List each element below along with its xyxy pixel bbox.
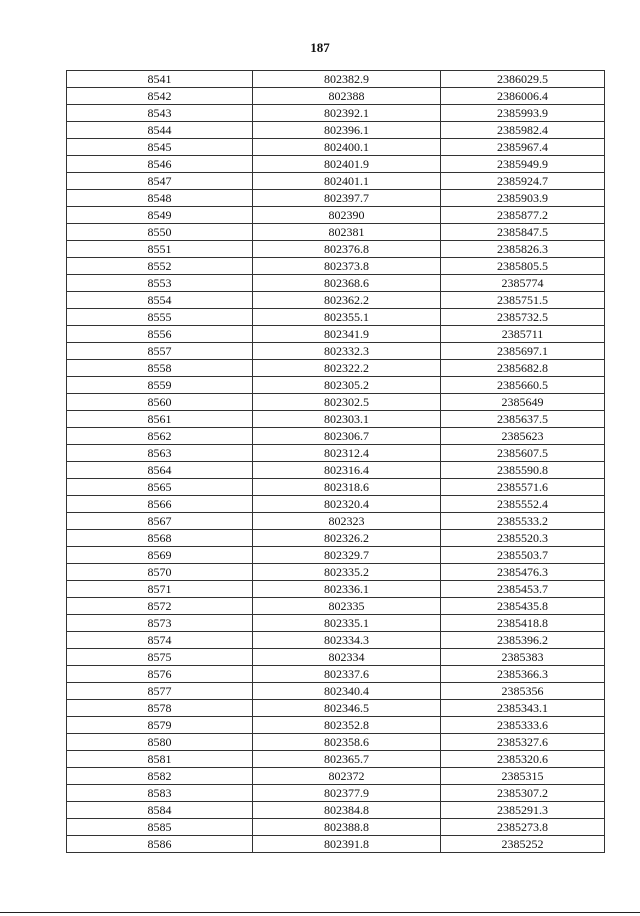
point-id-cell: 8566 [67, 496, 253, 513]
y-coordinate-cell: 2385805.5 [441, 258, 605, 275]
x-coordinate-cell: 802368.6 [253, 275, 441, 292]
point-id-cell: 8562 [67, 428, 253, 445]
x-coordinate-cell: 802400.1 [253, 139, 441, 156]
table-row [67, 649, 605, 666]
page-bottom-edge [0, 912, 640, 913]
y-coordinate-cell: 2385607.5 [441, 445, 605, 462]
table-row [67, 581, 605, 598]
x-coordinate-cell: 802334 [253, 649, 441, 666]
point-id-cell: 8584 [67, 802, 253, 819]
x-coordinate-cell: 802384.8 [253, 802, 441, 819]
table-row [67, 360, 605, 377]
point-id-cell: 8580 [67, 734, 253, 751]
table-row [67, 819, 605, 836]
table-row [67, 343, 605, 360]
point-id-cell: 8564 [67, 462, 253, 479]
y-coordinate-cell: 2385366.3 [441, 666, 605, 683]
table-row [67, 139, 605, 156]
table-row [67, 802, 605, 819]
x-coordinate-cell: 802365.7 [253, 751, 441, 768]
y-coordinate-cell: 2385333.6 [441, 717, 605, 734]
table-row [67, 377, 605, 394]
y-coordinate-cell: 2386006.4 [441, 88, 605, 105]
point-id-cell: 8573 [67, 615, 253, 632]
coordinates-table-body [67, 71, 605, 853]
y-coordinate-cell: 2385435.8 [441, 598, 605, 615]
table-row [67, 717, 605, 734]
y-coordinate-cell: 2385476.3 [441, 564, 605, 581]
x-coordinate-cell: 802382.9 [253, 71, 441, 88]
y-coordinate-cell: 2385637.5 [441, 411, 605, 428]
table-row [67, 275, 605, 292]
point-id-cell: 8581 [67, 751, 253, 768]
point-id-cell: 8549 [67, 207, 253, 224]
table-row [67, 292, 605, 309]
point-id-cell: 8554 [67, 292, 253, 309]
x-coordinate-cell: 802305.2 [253, 377, 441, 394]
y-coordinate-cell: 2385751.5 [441, 292, 605, 309]
x-coordinate-cell: 802334.3 [253, 632, 441, 649]
table-row [67, 496, 605, 513]
point-id-cell: 8569 [67, 547, 253, 564]
table-row [67, 122, 605, 139]
point-id-cell: 8547 [67, 173, 253, 190]
point-id-cell: 8557 [67, 343, 253, 360]
y-coordinate-cell: 2385273.8 [441, 819, 605, 836]
x-coordinate-cell: 802397.7 [253, 190, 441, 207]
y-coordinate-cell: 2385993.9 [441, 105, 605, 122]
point-id-cell: 8541 [67, 71, 253, 88]
x-coordinate-cell: 802352.8 [253, 717, 441, 734]
table-row [67, 666, 605, 683]
table-row [67, 513, 605, 530]
y-coordinate-cell: 2385826.3 [441, 241, 605, 258]
table-row [67, 241, 605, 258]
x-coordinate-cell: 802306.7 [253, 428, 441, 445]
y-coordinate-cell: 2385590.8 [441, 462, 605, 479]
y-coordinate-cell: 2385307.2 [441, 785, 605, 802]
y-coordinate-cell: 2385967.4 [441, 139, 605, 156]
x-coordinate-cell: 802388.8 [253, 819, 441, 836]
y-coordinate-cell: 2385552.4 [441, 496, 605, 513]
x-coordinate-cell: 802401.1 [253, 173, 441, 190]
table-row [67, 394, 605, 411]
table-row [67, 71, 605, 88]
table-row [67, 479, 605, 496]
x-coordinate-cell: 802377.9 [253, 785, 441, 802]
table-row [67, 445, 605, 462]
y-coordinate-cell: 2385982.4 [441, 122, 605, 139]
y-coordinate-cell: 2385660.5 [441, 377, 605, 394]
table-row [67, 751, 605, 768]
x-coordinate-cell: 802355.1 [253, 309, 441, 326]
x-coordinate-cell: 802381 [253, 224, 441, 241]
y-coordinate-cell: 2385847.5 [441, 224, 605, 241]
table-row [67, 258, 605, 275]
table-row [67, 700, 605, 717]
table-row [67, 564, 605, 581]
y-coordinate-cell: 2385649 [441, 394, 605, 411]
point-id-cell: 8576 [67, 666, 253, 683]
x-coordinate-cell: 802401.9 [253, 156, 441, 173]
y-coordinate-cell: 2385711 [441, 326, 605, 343]
point-id-cell: 8582 [67, 768, 253, 785]
x-coordinate-cell: 802388 [253, 88, 441, 105]
point-id-cell: 8559 [67, 377, 253, 394]
point-id-cell: 8577 [67, 683, 253, 700]
y-coordinate-cell: 2385732.5 [441, 309, 605, 326]
table-row [67, 836, 605, 853]
table-row [67, 224, 605, 241]
table-row [67, 734, 605, 751]
y-coordinate-cell: 2385520.3 [441, 530, 605, 547]
point-id-cell: 8586 [67, 836, 253, 853]
y-coordinate-cell: 2385291.3 [441, 802, 605, 819]
point-id-cell: 8578 [67, 700, 253, 717]
point-id-cell: 8555 [67, 309, 253, 326]
y-coordinate-cell: 2385453.7 [441, 581, 605, 598]
table-row [67, 530, 605, 547]
table-row [67, 326, 605, 343]
table-row [67, 207, 605, 224]
table-row [67, 173, 605, 190]
x-coordinate-cell: 802396.1 [253, 122, 441, 139]
x-coordinate-cell: 802335.1 [253, 615, 441, 632]
x-coordinate-cell: 802320.4 [253, 496, 441, 513]
page-number: 187 [310, 40, 330, 55]
point-id-cell: 8565 [67, 479, 253, 496]
x-coordinate-cell: 802323 [253, 513, 441, 530]
x-coordinate-cell: 802358.6 [253, 734, 441, 751]
point-id-cell: 8551 [67, 241, 253, 258]
x-coordinate-cell: 802302.5 [253, 394, 441, 411]
table-row [67, 768, 605, 785]
x-coordinate-cell: 802318.6 [253, 479, 441, 496]
table-row [67, 411, 605, 428]
point-id-cell: 8558 [67, 360, 253, 377]
y-coordinate-cell: 2385327.6 [441, 734, 605, 751]
point-id-cell: 8563 [67, 445, 253, 462]
point-id-cell: 8571 [67, 581, 253, 598]
table-row [67, 615, 605, 632]
y-coordinate-cell: 2385924.7 [441, 173, 605, 190]
point-id-cell: 8567 [67, 513, 253, 530]
y-coordinate-cell: 2385877.2 [441, 207, 605, 224]
point-id-cell: 8561 [67, 411, 253, 428]
table-row [67, 632, 605, 649]
x-coordinate-cell: 802373.8 [253, 258, 441, 275]
table-row [67, 156, 605, 173]
y-coordinate-cell: 2385697.1 [441, 343, 605, 360]
point-id-cell: 8575 [67, 649, 253, 666]
x-coordinate-cell: 802337.6 [253, 666, 441, 683]
y-coordinate-cell: 2385343.1 [441, 700, 605, 717]
x-coordinate-cell: 802341.9 [253, 326, 441, 343]
table-row [67, 105, 605, 122]
x-coordinate-cell: 802326.2 [253, 530, 441, 547]
point-id-cell: 8542 [67, 88, 253, 105]
table-row [67, 88, 605, 105]
coordinates-table [66, 70, 605, 853]
y-coordinate-cell: 2385623 [441, 428, 605, 445]
table-row [67, 190, 605, 207]
point-id-cell: 8568 [67, 530, 253, 547]
y-coordinate-cell: 2385774 [441, 275, 605, 292]
point-id-cell: 8585 [67, 819, 253, 836]
y-coordinate-cell: 2385682.8 [441, 360, 605, 377]
x-coordinate-cell: 802376.8 [253, 241, 441, 258]
y-coordinate-cell: 2385320.6 [441, 751, 605, 768]
point-id-cell: 8574 [67, 632, 253, 649]
point-id-cell: 8583 [67, 785, 253, 802]
point-id-cell: 8550 [67, 224, 253, 241]
x-coordinate-cell: 802372 [253, 768, 441, 785]
point-id-cell: 8543 [67, 105, 253, 122]
point-id-cell: 8544 [67, 122, 253, 139]
x-coordinate-cell: 802392.1 [253, 105, 441, 122]
point-id-cell: 8546 [67, 156, 253, 173]
x-coordinate-cell: 802336.1 [253, 581, 441, 598]
table-row [67, 309, 605, 326]
point-id-cell: 8572 [67, 598, 253, 615]
x-coordinate-cell: 802316.4 [253, 462, 441, 479]
x-coordinate-cell: 802362.2 [253, 292, 441, 309]
point-id-cell: 8556 [67, 326, 253, 343]
x-coordinate-cell: 802312.4 [253, 445, 441, 462]
table-row [67, 598, 605, 615]
y-coordinate-cell: 2385949.9 [441, 156, 605, 173]
y-coordinate-cell: 2385533.2 [441, 513, 605, 530]
point-id-cell: 8548 [67, 190, 253, 207]
y-coordinate-cell: 2386029.5 [441, 71, 605, 88]
y-coordinate-cell: 2385396.2 [441, 632, 605, 649]
x-coordinate-cell: 802340.4 [253, 683, 441, 700]
table-row [67, 462, 605, 479]
x-coordinate-cell: 802332.3 [253, 343, 441, 360]
table-row [67, 428, 605, 445]
y-coordinate-cell: 2385252 [441, 836, 605, 853]
point-id-cell: 8545 [67, 139, 253, 156]
point-id-cell: 8579 [67, 717, 253, 734]
y-coordinate-cell: 2385418.8 [441, 615, 605, 632]
table-row [67, 683, 605, 700]
x-coordinate-cell: 802335 [253, 598, 441, 615]
y-coordinate-cell: 2385356 [441, 683, 605, 700]
y-coordinate-cell: 2385383 [441, 649, 605, 666]
x-coordinate-cell: 802335.2 [253, 564, 441, 581]
point-id-cell: 8560 [67, 394, 253, 411]
x-coordinate-cell: 802322.2 [253, 360, 441, 377]
x-coordinate-cell: 802303.1 [253, 411, 441, 428]
x-coordinate-cell: 802391.8 [253, 836, 441, 853]
y-coordinate-cell: 2385503.7 [441, 547, 605, 564]
point-id-cell: 8552 [67, 258, 253, 275]
point-id-cell: 8570 [67, 564, 253, 581]
y-coordinate-cell: 2385571.6 [441, 479, 605, 496]
x-coordinate-cell: 802346.5 [253, 700, 441, 717]
x-coordinate-cell: 802329.7 [253, 547, 441, 564]
table-row [67, 785, 605, 802]
y-coordinate-cell: 2385315 [441, 768, 605, 785]
point-id-cell: 8553 [67, 275, 253, 292]
x-coordinate-cell: 802390 [253, 207, 441, 224]
table-row [67, 547, 605, 564]
y-coordinate-cell: 2385903.9 [441, 190, 605, 207]
